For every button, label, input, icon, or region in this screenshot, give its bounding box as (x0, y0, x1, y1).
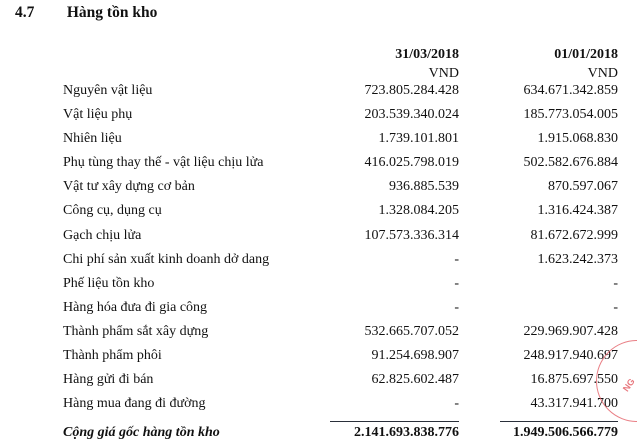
value-2018-01-01: 16.875.697.550 (530, 372, 618, 388)
value-2018-03-31: 62.825.602.487 (371, 372, 459, 388)
value-2018-01-01: 81.672.672.999 (530, 227, 618, 243)
row-label: Hàng hóa đưa đi gia công (63, 299, 208, 315)
value-2018-01-01: 1.915.068.830 (537, 131, 618, 147)
value-2018-03-31: 91.254.698.907 (371, 348, 459, 364)
total-value-2018-01-01: 1.949.506.566.779 (513, 425, 618, 440)
row-label: Hàng gửi đi bán (63, 372, 154, 388)
table-row (0, 202, 637, 226)
table-row (0, 130, 637, 154)
total-label: Cộng giá gốc hàng tồn kho (63, 425, 220, 440)
row-label: Thành phẩm phôi (63, 348, 162, 364)
value-2018-01-01: - (613, 275, 618, 291)
value-2018-03-31: - (454, 299, 459, 315)
table-row (0, 106, 637, 130)
row-label: Phế liệu tồn kho (63, 275, 155, 291)
value-2018-03-31: 532.665.707.052 (364, 323, 459, 339)
table-row (0, 299, 637, 323)
value-2018-01-01: 1.316.424.387 (537, 203, 618, 219)
section-title: Hàng tồn kho (66, 4, 158, 21)
table-row (0, 275, 637, 299)
value-2018-01-01: 229.969.907.428 (523, 323, 618, 339)
column-unit: VND (428, 66, 459, 81)
column-header-2018-03-31 (395, 45, 459, 83)
value-2018-01-01: 1.623.242.373 (537, 251, 618, 267)
value-2018-01-01: - (613, 299, 618, 315)
value-2018-03-31: - (454, 275, 459, 291)
value-2018-03-31: 107.573.336.314 (364, 227, 459, 243)
table-row (0, 323, 637, 347)
value-2018-01-01: 43.317.941.700 (530, 396, 618, 412)
table-row (0, 395, 637, 419)
row-label: Công cụ, dụng cụ (63, 203, 162, 219)
section-heading (15, 4, 157, 22)
row-label: Nhiên liệu (63, 131, 122, 147)
row-label: Hàng mua đang đi đường (63, 396, 206, 412)
value-2018-03-31: 416.025.798.019 (364, 155, 459, 171)
total-value-2018-03-31: 2.141.693.838.776 (354, 425, 459, 440)
row-label: Vật tư xây dựng cơ bản (63, 179, 195, 195)
table-row (0, 347, 637, 371)
value-2018-03-31: 723.805.284.428 (364, 83, 459, 98)
row-label: Vật liệu phụ (63, 107, 133, 123)
table-row (0, 227, 637, 251)
inventory-table (0, 82, 637, 419)
value-2018-01-01: 502.582.676.884 (523, 155, 618, 171)
stamp-text: NG (620, 376, 637, 394)
row-label: Thành phẩm sắt xây dựng (63, 323, 209, 339)
value-2018-01-01: 634.671.342.859 (523, 83, 618, 98)
column-header-2018-01-01 (554, 45, 618, 83)
value-2018-03-31: 936.885.539 (389, 179, 459, 195)
value-2018-03-31: - (454, 251, 459, 267)
section-number: 4.7 (15, 4, 35, 21)
row-label: Gạch chịu lửa (63, 227, 142, 243)
column-unit: VND (587, 66, 618, 81)
table-row (0, 251, 637, 275)
row-label: Phụ tùng thay thế - vật liệu chịu lửa (63, 155, 264, 171)
row-label: Chi phí sản xuất kinh doanh dở dang (63, 251, 270, 267)
value-2018-03-31: 1.328.084.205 (378, 203, 459, 219)
table-row (0, 154, 637, 178)
value-2018-03-31: - (454, 396, 459, 412)
total-rule-2018-03-31 (330, 421, 459, 422)
value-2018-01-01: 248.917.940.697 (523, 348, 618, 364)
value-2018-01-01: 870.597.067 (548, 179, 618, 195)
value-2018-03-31: 1.739.101.801 (378, 131, 459, 147)
table-row (0, 371, 637, 395)
column-date: 31/03/2018 (395, 47, 459, 62)
value-2018-03-31: 203.539.340.024 (364, 107, 459, 123)
value-2018-01-01: 185.773.054.005 (523, 107, 618, 123)
table-row (0, 82, 637, 106)
row-label: Nguyên vật liệu (63, 83, 153, 98)
column-date: 01/01/2018 (554, 47, 618, 62)
total-rule-2018-01-01 (500, 421, 618, 422)
table-row (0, 178, 637, 202)
